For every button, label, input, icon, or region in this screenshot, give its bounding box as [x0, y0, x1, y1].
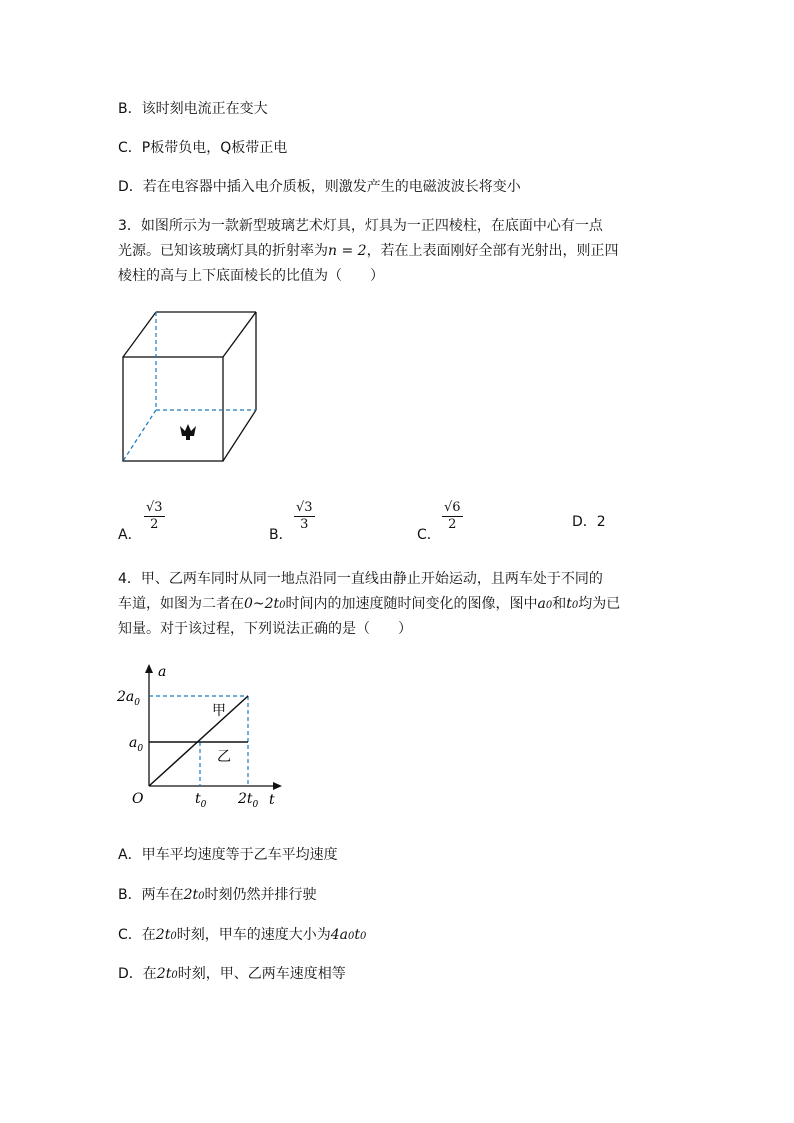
- q4-option-c: C．在2t0时刻，甲车的速度大小为4a0t0: [118, 927, 367, 943]
- q3-option-c-fraction: $\frac{√6}{2}$: [444, 500, 461, 532]
- q3-option-d: D．2: [572, 514, 606, 530]
- q4-stem-line1: 4．甲、乙两车同时从同一地点沿同一直线由静止开始运动，且两车处于不同的: [118, 571, 603, 587]
- q2-option-d: D．若在电容器中插入电介质板，则激发产生的电磁波波长将变小: [118, 179, 521, 195]
- q2-option-c: C．P板带负电，Q板带正电: [118, 140, 288, 156]
- series-yi-label: 乙: [217, 749, 231, 765]
- q4-option-b: B．两车在2t0时刻仍然并排行驶: [118, 887, 317, 903]
- tick-t0-label: $t_0$: [195, 791, 207, 810]
- lamp-cube-figure: [116, 305, 266, 470]
- tick-a0-label: $a_0$: [129, 735, 144, 754]
- q2-option-b: B．该时刻电流正在变大: [118, 101, 268, 117]
- a-axis-arrow: [145, 664, 153, 673]
- series-jia-label: 甲: [212, 703, 226, 719]
- acceleration-time-graph: [112, 660, 292, 810]
- light-source-icon: [180, 424, 196, 440]
- q3-option-a-label: A．: [118, 527, 142, 543]
- q3-option-a-fraction: $\frac{√3}{2}$: [146, 500, 163, 532]
- axis-label-a: a: [158, 664, 167, 680]
- q4-option-a: A．甲车平均速度等于乙车平均速度: [118, 847, 338, 863]
- q4-stem-line3: 知量。对于该过程，下列说法正确的是（ ）: [118, 621, 412, 637]
- axis-label-t: t: [269, 792, 275, 808]
- refractive-index: n = 2: [328, 243, 367, 259]
- q4-stem-line2: 车道，如图为二者在0~2t0时间内的加速度随时间变化的图像，图中a0和t0均为已: [118, 596, 621, 612]
- time-range: 0~2t: [244, 596, 280, 612]
- q4-option-d: D．在2t0时刻，甲、乙两车速度相等: [118, 966, 346, 982]
- origin-label: O: [132, 791, 144, 807]
- cube-front-face: [123, 357, 223, 461]
- tick-2t0-label: $2t_0$: [238, 791, 259, 810]
- q3-option-b-label: B．: [269, 527, 293, 543]
- q3-stem-line1: 3．如图所示为一款新型玻璃艺术灯具，灯具为一正四棱柱，在底面中心有一点: [118, 218, 603, 234]
- tick-2a0-label: $2a_0$: [117, 689, 140, 708]
- q3-stem-line3: 棱柱的高与上下底面棱长的比值为（ ）: [118, 268, 384, 284]
- q3-option-b-fraction: $\frac{√3}{3}$: [296, 500, 313, 532]
- series-jia-line: [149, 696, 248, 786]
- q3-option-c-label: C．: [417, 527, 441, 543]
- q3-stem-line2: 光源。已知该玻璃灯具的折射率为n = 2，若在上表面刚好全部有光射出，则正四: [118, 243, 619, 259]
- t-axis-arrow: [273, 782, 282, 790]
